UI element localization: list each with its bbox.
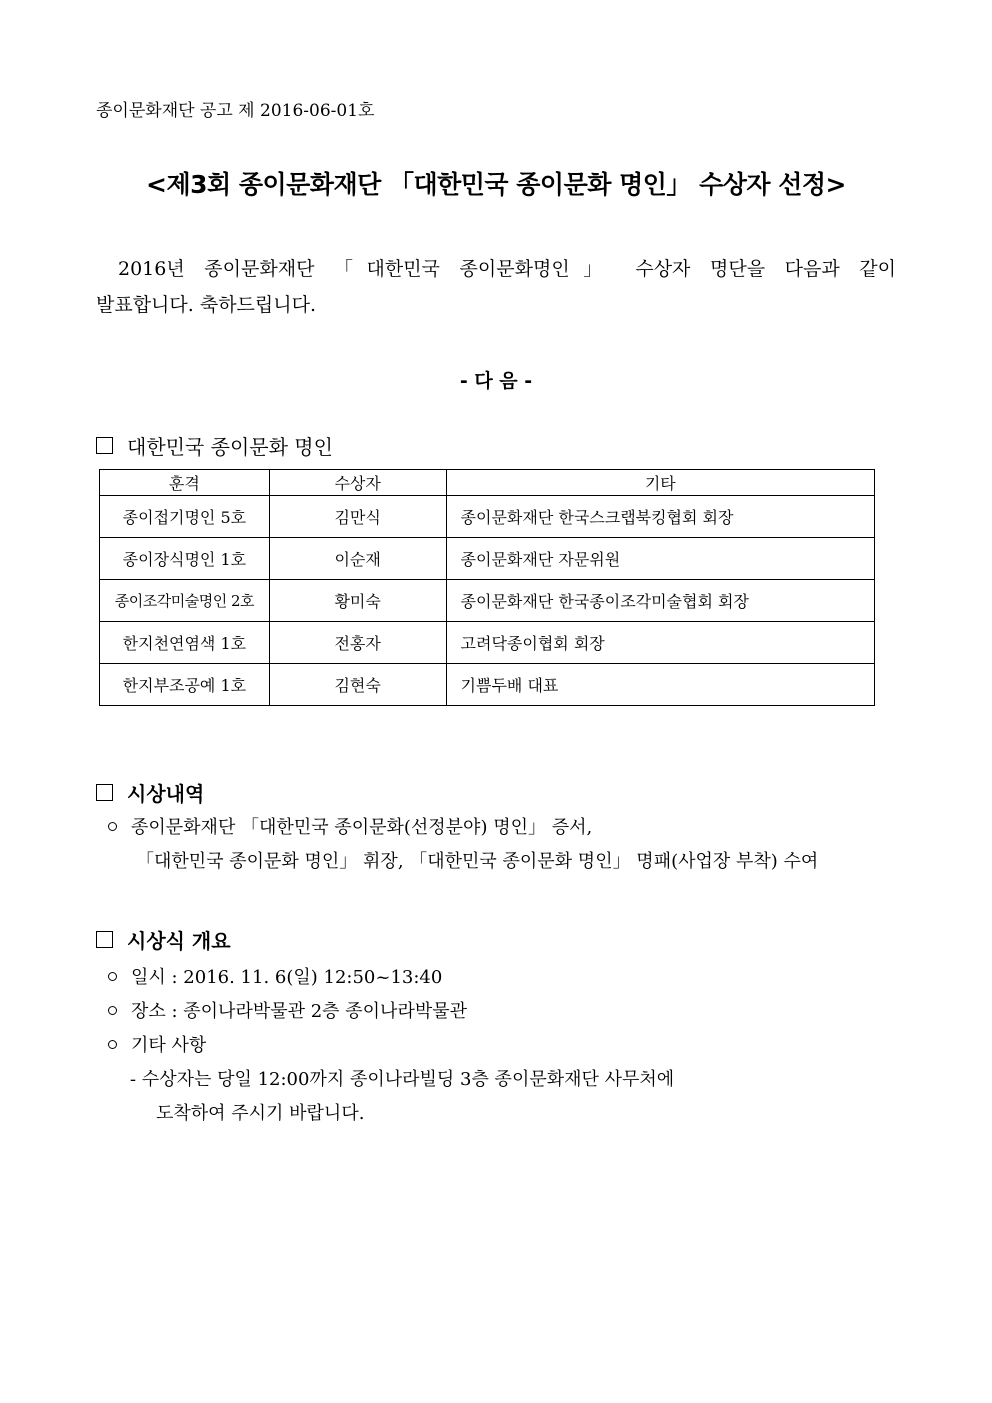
column-header-note: 기타 xyxy=(446,470,874,496)
rank-cell: 한지천연염색 1호 xyxy=(100,622,270,664)
ceremony-datetime: 일시 : 2016. 11. 6(일) 12:50~13:40 xyxy=(131,967,443,988)
ceremony-item xyxy=(108,961,674,995)
note-cell: 종이문화재단 한국스크랩북킹협회 회장 xyxy=(446,496,874,538)
recipient-cell: 황미숙 xyxy=(269,580,446,622)
ceremony-item xyxy=(108,995,674,1029)
ceremony-sub-line-1: - 수상자는 당일 12:00까지 종이나라빌딩 3층 종이문화재단 사무처에 xyxy=(130,1069,675,1090)
column-header-rank: 훈격 xyxy=(100,470,270,496)
section-3-heading xyxy=(96,925,231,954)
table-header-row xyxy=(100,470,875,496)
table-row xyxy=(100,622,875,664)
recipient-cell: 김현숙 xyxy=(269,664,446,706)
checkbox-square-icon xyxy=(96,784,113,801)
award-line-1 xyxy=(108,811,818,845)
column-header-recipient: 수상자 xyxy=(269,470,446,496)
checkbox-square-icon xyxy=(96,437,113,454)
table-row xyxy=(100,664,875,706)
note-cell: 종이문화재단 자문위원 xyxy=(446,538,874,580)
recipient-cell: 이순재 xyxy=(269,538,446,580)
circle-bullet-icon xyxy=(108,1040,117,1049)
award-line-1-text: 종이문화재단 「대한민국 종이문화(선정분야) 명인」 증서, xyxy=(131,817,593,838)
ceremony-item xyxy=(108,1029,674,1063)
ceremony-sub-line-2: 도착하여 주시기 바랍니다. xyxy=(156,1103,365,1124)
circle-bullet-icon xyxy=(108,1006,117,1015)
note-cell: 고려닥종이협회 회장 xyxy=(446,622,874,664)
rank-cell: 종이장식명인 1호 xyxy=(100,538,270,580)
rank-cell: 종이접기명인 5호 xyxy=(100,496,270,538)
section-1-title: 대한민국 종이문화 명인 xyxy=(127,435,333,459)
awards-table xyxy=(99,469,875,706)
table-row xyxy=(100,538,875,580)
intro-line-2: 발표합니다. 축하드립니다. xyxy=(96,294,317,316)
note-cell: 기쁨두배 대표 xyxy=(446,664,874,706)
section-1-heading xyxy=(96,431,333,460)
daeum-heading: - 다 음 - xyxy=(459,370,533,392)
recipient-cell: 전홍자 xyxy=(269,622,446,664)
intro-paragraph xyxy=(96,251,896,323)
table-row xyxy=(100,580,875,622)
checkbox-square-icon xyxy=(96,931,113,948)
notice-number: 종이문화재단 공고 제 2016-06-01호 xyxy=(96,101,375,121)
section-2-title: 시상내역 xyxy=(127,782,205,806)
award-line-2: 「대한민국 종이문화 명인」 휘장, 「대한민국 종이문화 명인」 명패(사업장 부착) 수여 xyxy=(136,851,819,872)
ceremony-location: 장소 : 종이나라박물관 2층 종이나라박물관 xyxy=(131,1001,467,1022)
section-2-heading xyxy=(96,778,204,807)
intro-line-1: 2016년 종이문화재단 「대한민국 종이문화명인」 수상자 명단을 다음과 같이 xyxy=(118,258,896,280)
table-row xyxy=(100,496,875,538)
note-cell: 종이문화재단 한국종이조각미술협회 회장 xyxy=(446,580,874,622)
recipient-cell: 김만식 xyxy=(269,496,446,538)
award-details xyxy=(108,811,818,879)
rank-cell: 한지부조공예 1호 xyxy=(100,664,270,706)
ceremony-other: 기타 사항 xyxy=(131,1035,207,1056)
page-title: <제3회 종이문화재단 「대한민국 종이문화 명인」 수상자 선정> xyxy=(146,170,846,199)
circle-bullet-icon xyxy=(108,972,117,981)
circle-bullet-icon xyxy=(108,822,117,831)
section-3-title: 시상식 개요 xyxy=(127,929,231,953)
ceremony-details xyxy=(108,961,674,1131)
rank-cell: 종이조각미술명인 2호 xyxy=(100,580,270,622)
